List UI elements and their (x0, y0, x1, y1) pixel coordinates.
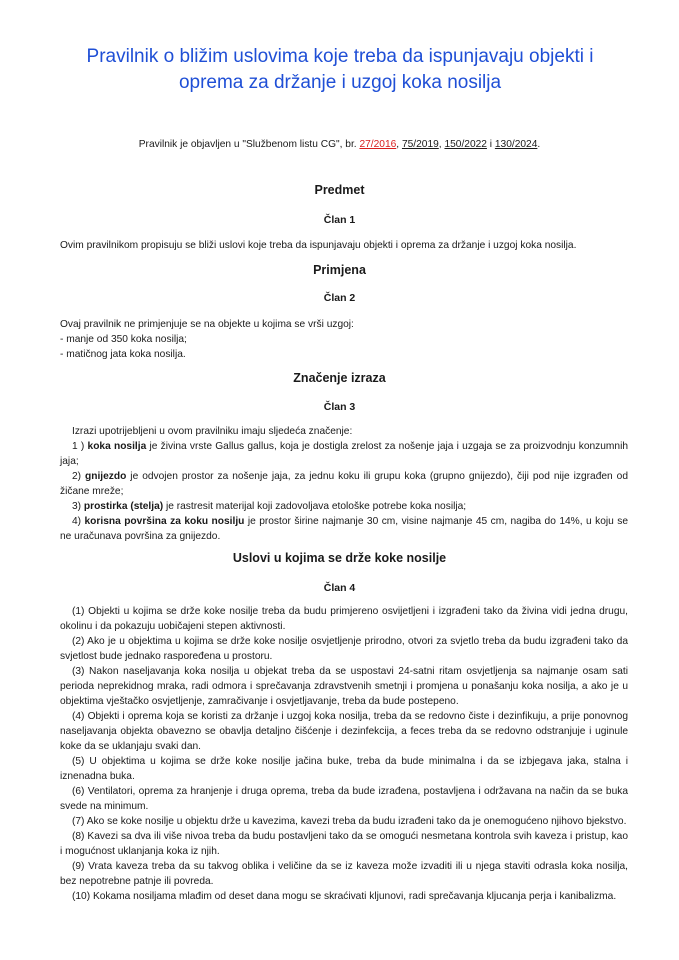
gazette-link-27-2016[interactable]: 27/2016 (359, 139, 397, 150)
clan-4-paragraph: (8) Kavezi sa dva ili više nivoa treba da budu postavljeni tako da se omogući nesmetana kontrola svih kaveza i pristup, kao i mogućnost uklanjanja koka iz njih. (60, 831, 628, 857)
defined-term: koka nosilja (87, 441, 147, 452)
clan-4-paragraph: (4) Objekti i oprema koja se koristi za držanje i uzgoj koka nosilja, treba da se redovno čiste i dezinfikuju, a prije ponovnog naseljavanja objekta obavezno se obavlja detaljno čišćenje i dezinfekcija, a feces treba da se redovno odstranjuje i uginule koke da se uklanjaju svaki dan. (60, 711, 628, 752)
clan-1-text: Ovim pravilnikom propisuju se bliži uslovi koje treba da ispunjavaju objekti i oprema za držanje i uzgoj koka nosilja. (60, 240, 577, 251)
definition-text: je prostor širine najmanje 30 cm, visine najmanje 45 cm, nagiba do 14%, u koju se ne uračunava površina za gnijezdo. (60, 516, 628, 542)
section-heading-primjena: Primjena (313, 263, 366, 277)
separator: , (396, 139, 402, 150)
clan-4-body (60, 604, 628, 904)
separator: . (537, 139, 541, 150)
separator: i (486, 139, 495, 150)
clan-4-paragraph: (2) Ako je u objektima u kojima se drže koke nosilje osvjetljenje prirodno, otvori za svjetlo treba da budu izgrađeni tako da svjetlost bude jednako raspoređena u prostoru. (60, 636, 628, 662)
publication-note (0, 139, 679, 150)
definition-text: je rastresit materijal koji zadovoljava etološke potrebe koka nosilja; (163, 501, 467, 512)
defined-term: gnijezdo (85, 471, 127, 482)
item-number: 2) (72, 471, 86, 482)
clan-4-heading: Član 4 (323, 582, 356, 594)
publication-prefix: Pravilnik je objavljen u "Službenom listu CG", br. (138, 139, 360, 150)
clan-4-paragraph: (5) U objektima u kojima se drže koke nosilje jačina buke, treba da bude minimalna i da se izbjegava jaka, stalna i iznenadna buka. (60, 756, 628, 782)
clan-1-heading: Član 1 (323, 214, 356, 226)
gazette-link-130-2024[interactable]: 130/2024 (494, 139, 538, 150)
clan-3-heading: Član 3 (323, 401, 356, 413)
clan-3-intro: Izrazi upotrijebljeni u ovom pravilniku imaju sljedeća značenje: (72, 426, 353, 437)
defined-term: prostirka (stelja) (83, 501, 164, 512)
definition-item (60, 499, 628, 514)
clan-4-paragraph: (10) Kokama nosiljama mlađim od deset dana mogu se skraćivati kljunovi, radi sprečavanja kljucanja perja i kanibalizma. (72, 891, 617, 902)
item-number: 3) (72, 501, 84, 512)
defined-term: korisna površina za koku nosilju (84, 516, 245, 527)
section-heading-uslovi: Uslovi u kojima se drže koke nosilje (232, 551, 447, 565)
section-heading-znacenje-izraza: Značenje izraza (293, 371, 386, 385)
item-number: 4) (72, 516, 85, 527)
definition-item (60, 469, 628, 499)
clan-4-paragraph: (9) Vrata kaveza treba da su takvog oblika i veličine da se iz kaveza može izvaditi ili u njega staviti odrasla koka nosilja, bez nepotrebne patnje ili povreda. (60, 861, 628, 887)
clan-4-paragraph: (6) Ventilatori, oprema za hranjenje i druga oprema, treba da bude izrađena, postavljena i održavana na način da se buka svede na minimum. (60, 786, 628, 812)
gazette-link-150-2022[interactable]: 150/2022 (444, 139, 487, 150)
gazette-link-75-2019[interactable]: 75/2019 (401, 139, 439, 150)
separator: , (438, 139, 445, 150)
definition-item (60, 514, 628, 544)
document-title: Pravilnik o bližim uslovima koje treba da ispunjavaju objekti i oprema za držanje i uzgoj koka nosilja (86, 46, 594, 93)
clan-4-paragraph: (1) Objekti u kojima se drže koke nosilje treba da budu primjereno osvijetljeni i izgrađeni tako da živina vidi jedna drugu, okolinu i da pokazuju uobičajeni stepen aktivnosti. (60, 606, 628, 632)
clan-2-body (60, 317, 628, 362)
section-heading-predmet: Predmet (314, 183, 365, 197)
definition-text: je odvojen prostor za nošenje jaja, za jednu koku ili grupu koka (grupno gnijezdo), čiji pod nije izgrađen od žičane mreže; (60, 471, 629, 497)
clan-4-paragraph: (7) Ako se koke nosilje u objektu drže u kavezima, kavezi treba da budu izrađeni tako da je onemogućeno njihovo bjekstvo. (72, 816, 627, 827)
clan-2-line: - matičnog jata koka nosilja. (60, 349, 186, 360)
definition-text: je živina vrste Gallus gallus, koja je dostigla zrelost za nošenje jaja i uzgaja se za proizvodnju konzumnih jaja; (60, 441, 628, 467)
clan-3-body (60, 424, 628, 544)
clan-2-line: - manje od 350 koka nosilja; (60, 334, 187, 345)
clan-2-line: Ovaj pravilnik ne primjenjuje se na objekte u kojima se vrši uzgoj: (60, 319, 354, 330)
clan-4-paragraph: (3) Nakon naseljavanja koka nosilja u objekat treba da se uspostavi 24-satni ritam osvjetljenja sa najmanje osam sati perioda neprekidnog mraka, radi odmora i sprečavanja zdravstvenih smetnji i promjena u ponašanju koka nosilja, a ako je u objektima vještačko osvjetljenje, zamračivanje i osvjetljavanje, treba da bude postepeno. (60, 666, 628, 707)
item-number: 1 ) (72, 441, 88, 452)
clan-2-heading: Član 2 (323, 292, 356, 304)
definition-item (60, 439, 628, 469)
